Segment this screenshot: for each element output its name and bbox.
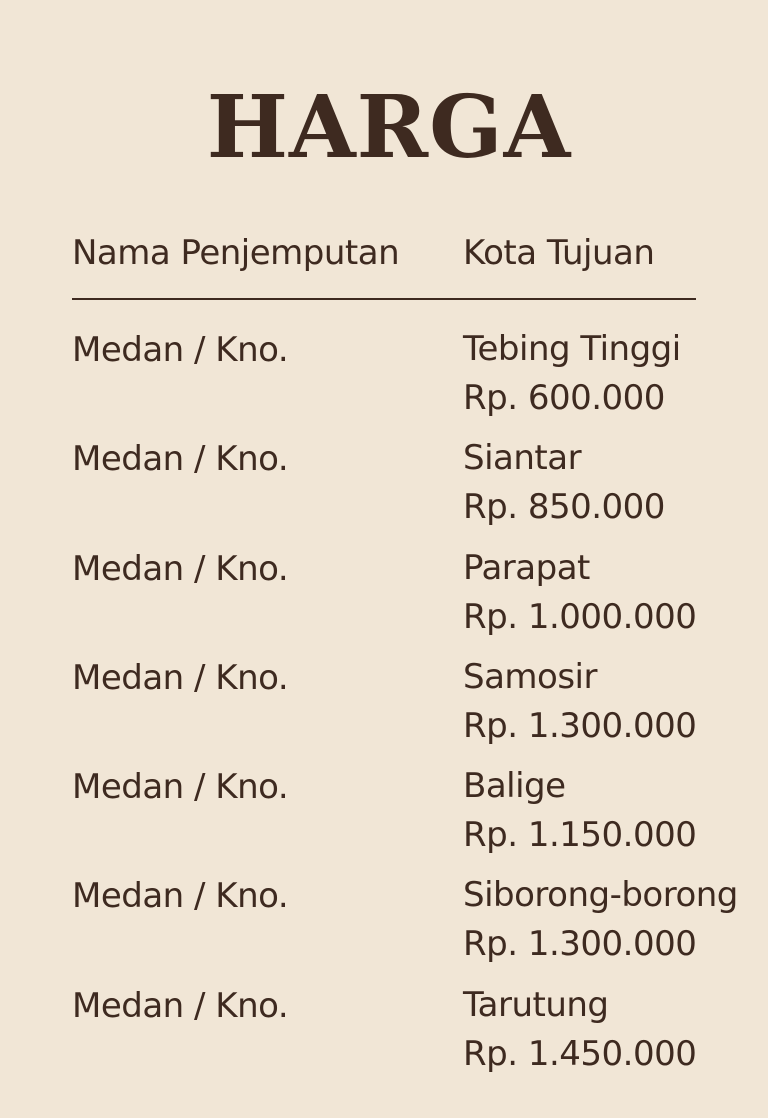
destination-price: Rp. 1.450.000 bbox=[463, 1033, 697, 1074]
destination-city: Samosir bbox=[463, 656, 597, 697]
destination-cell bbox=[463, 544, 696, 642]
price-row bbox=[72, 653, 762, 762]
destination-price: Rp. 1.300.000 bbox=[463, 924, 697, 965]
table-header bbox=[72, 228, 696, 278]
destination-price: Rp. 600.000 bbox=[463, 378, 665, 418]
destination-cell bbox=[463, 325, 681, 423]
destination-city: Siborong-borong bbox=[463, 875, 738, 916]
pickup-location: Medan / Kno. bbox=[72, 985, 289, 1026]
price-row bbox=[72, 434, 762, 543]
pickup-location: Medan / Kno. bbox=[72, 657, 289, 698]
price-row bbox=[72, 871, 762, 980]
destination-city: Siantar bbox=[463, 438, 582, 479]
destination-price: Rp. 1.000.000 bbox=[463, 596, 697, 637]
header-divider bbox=[72, 298, 696, 300]
destination-cell bbox=[463, 762, 696, 860]
pickup-column-header: Nama Penjemputan bbox=[72, 233, 400, 273]
destination-price: Rp. 1.300.000 bbox=[463, 705, 697, 746]
page-title: HARGA bbox=[206, 77, 572, 178]
pickup-location: Medan / Kno. bbox=[72, 767, 289, 808]
price-row bbox=[72, 762, 762, 871]
destination-city: Tebing Tinggi bbox=[463, 329, 681, 369]
destination-price: Rp. 1.150.000 bbox=[463, 815, 697, 856]
price-row bbox=[72, 981, 762, 1090]
price-row bbox=[72, 325, 762, 434]
pickup-location: Medan / Kno. bbox=[72, 330, 289, 370]
destination-cell bbox=[463, 653, 696, 751]
price-row bbox=[72, 544, 762, 653]
destination-cell bbox=[463, 871, 738, 969]
destination-city: Parapat bbox=[463, 547, 590, 588]
pickup-location: Medan / Kno. bbox=[72, 876, 289, 917]
destination-city: Balige bbox=[463, 766, 566, 807]
pickup-location: Medan / Kno. bbox=[72, 439, 289, 480]
destination-cell bbox=[463, 981, 696, 1079]
destination-price: Rp. 850.000 bbox=[463, 487, 665, 528]
destination-cell bbox=[463, 434, 665, 532]
destination-city: Tarutung bbox=[463, 984, 609, 1025]
destination-column-header: Kota Tujuan bbox=[463, 233, 655, 273]
price-list bbox=[72, 325, 762, 1090]
pickup-location: Medan / Kno. bbox=[72, 548, 289, 589]
